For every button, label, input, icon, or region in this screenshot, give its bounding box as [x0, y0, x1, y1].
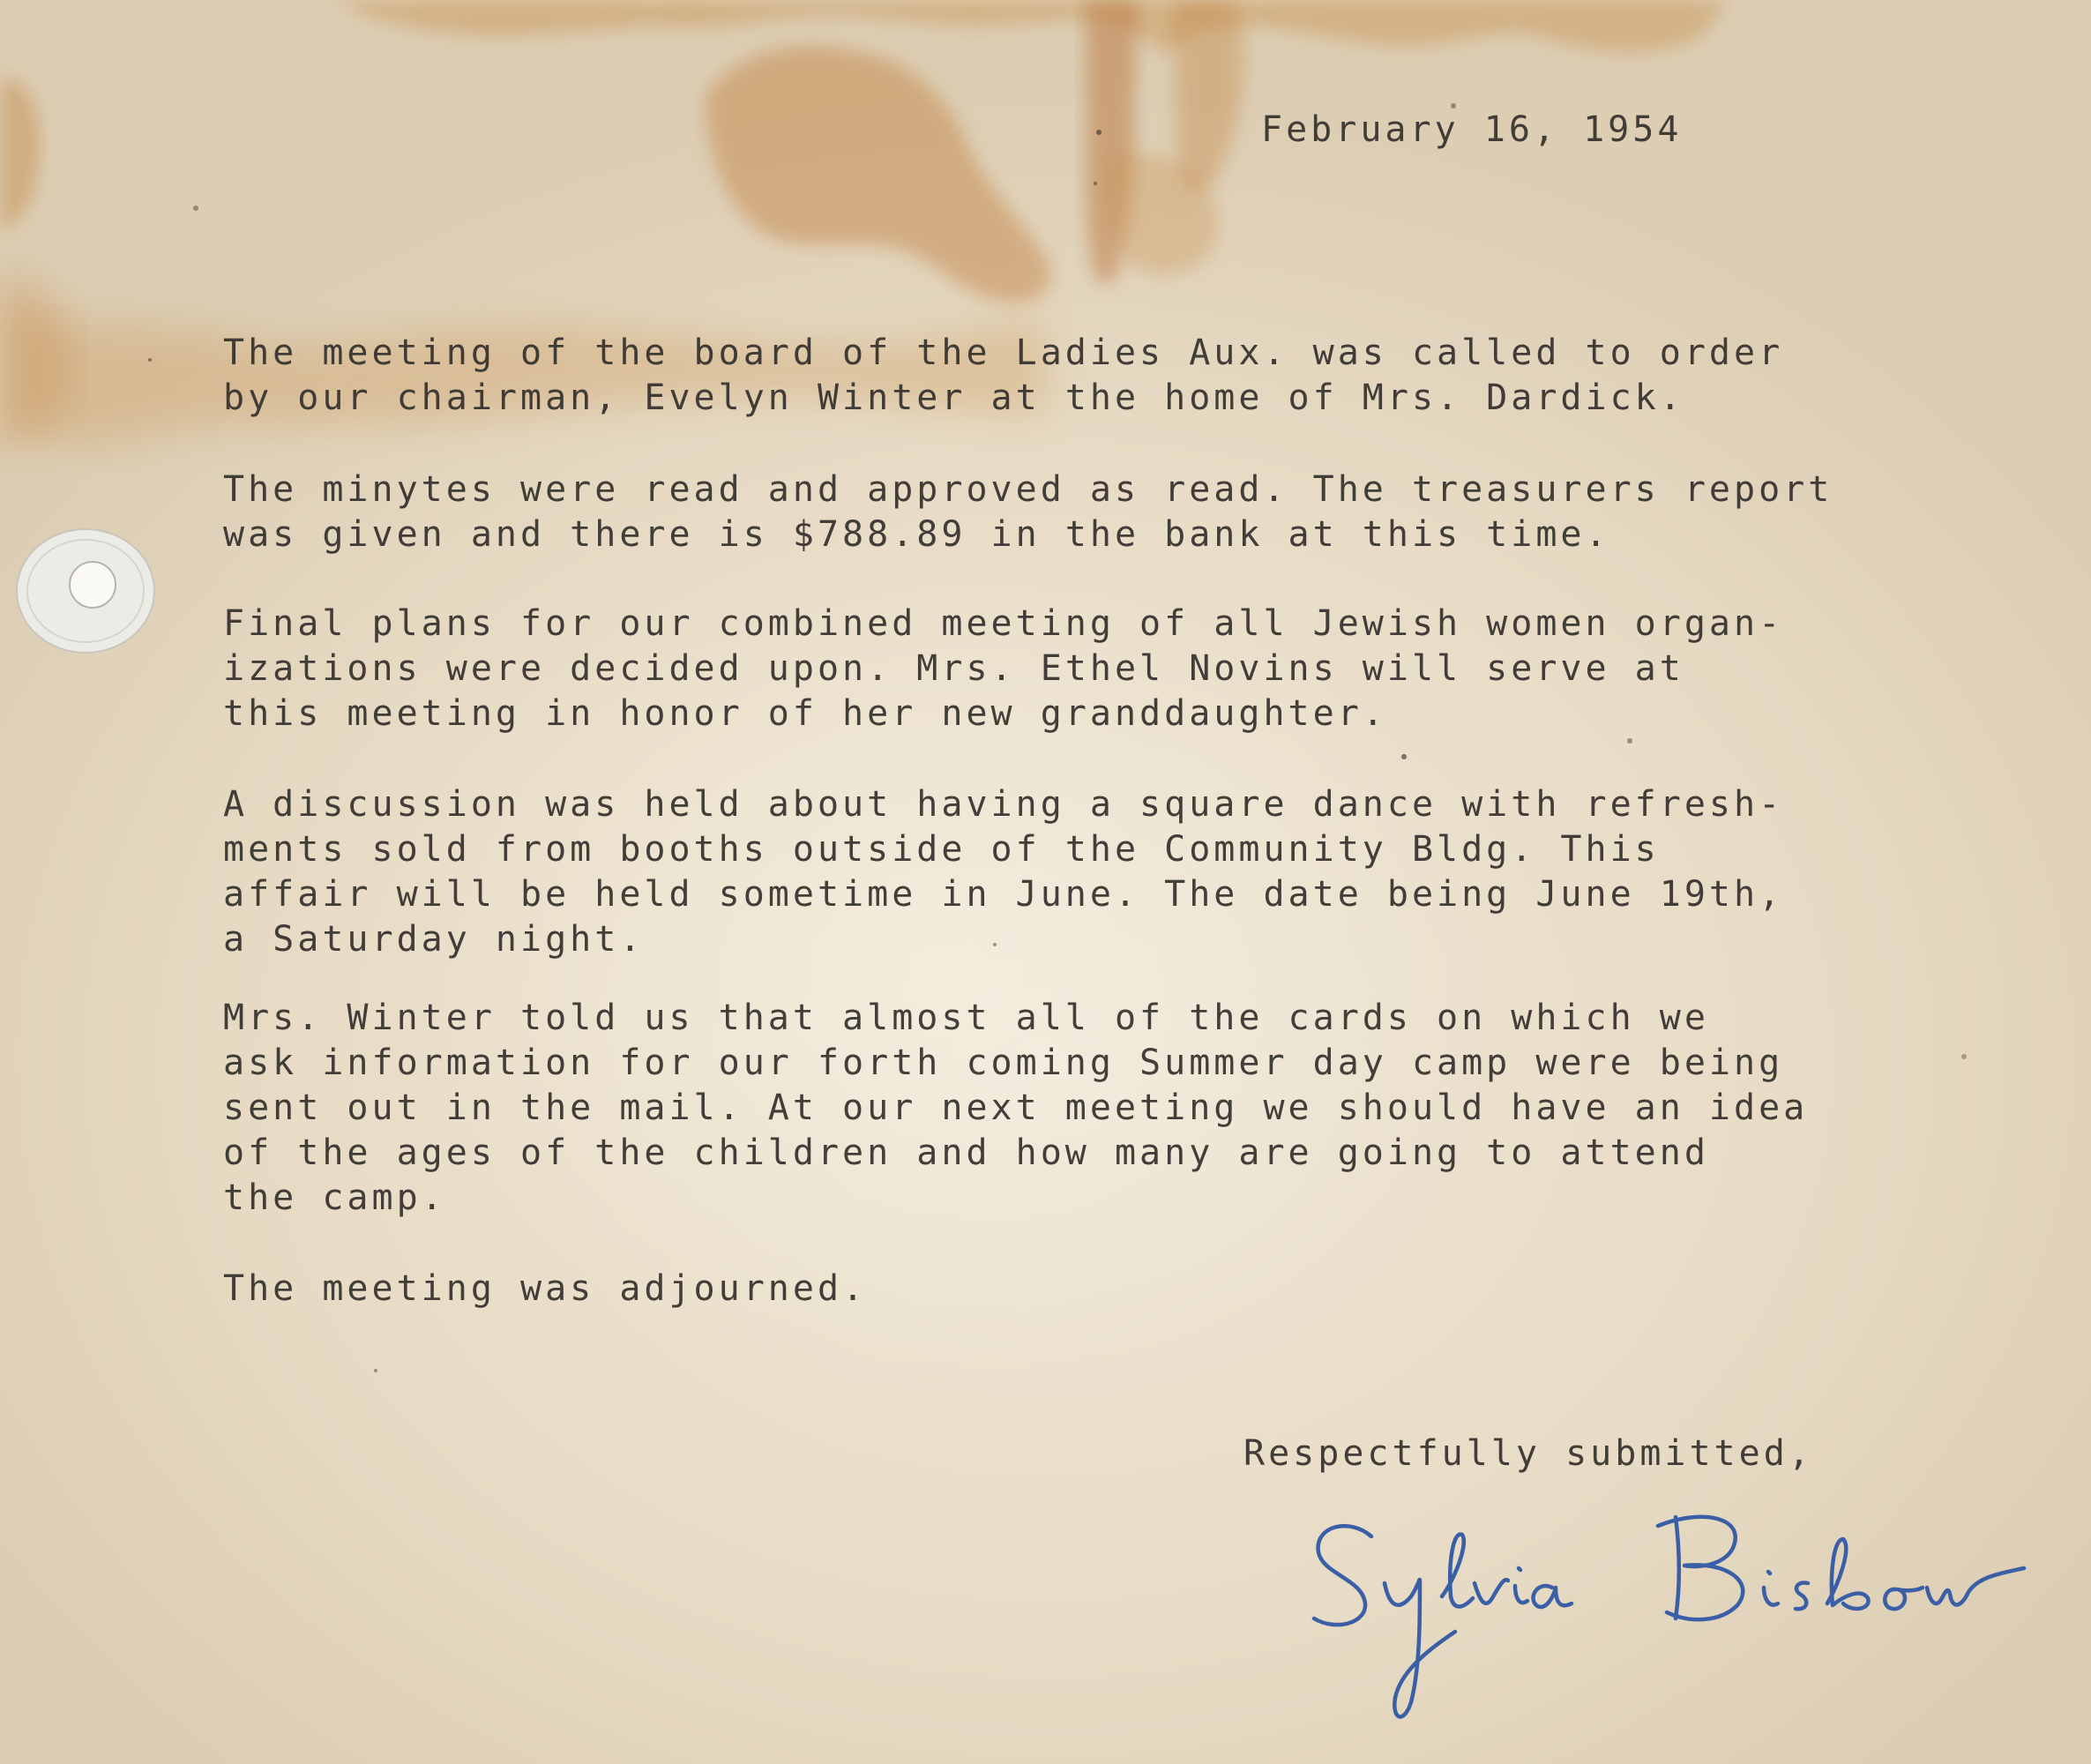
punch-hole-reinforcement	[13, 525, 159, 657]
paragraph-minutes-treasury: The minytes were read and approved as read. The treasurers report was given and there is $788.89 in the bank at this time.	[223, 469, 1833, 555]
paragraph-combined-meeting: Final plans for our combined meeting of all Jewish women organ- izations were decided upon. Mrs. Ethel Novins will serve at this meeting in honor of her new granddaughter.	[223, 603, 1784, 734]
paragraph-day-camp: Mrs. Winter told us that almost all of the cards on which we ask information for our forth coming Summer day camp were being sent out in the mail. At our next meeting we should have an idea of the ages of the children and how many are going to attend the camp.	[223, 998, 1809, 1218]
paragraph-adjourned: The meeting was adjourned.	[223, 1268, 868, 1309]
letter-date: February 16, 1954	[1261, 109, 1683, 150]
paragraph-call-to-order: The meeting of the board of the Ladies Aux. was called to order by our chairman, Evelyn Winter at the home of Mrs. Dardick.	[223, 333, 1784, 418]
handwritten-signature	[1288, 1499, 2064, 1729]
closing-line: Respectfully submitted,	[1243, 1433, 1813, 1474]
paragraph-square-dance: A discussion was held about having a square dance with refresh- ments sold from booths outside of the Community Bldg. This affair will be held sometime in June. The date being June 19th, a Saturday night.	[223, 784, 1784, 960]
